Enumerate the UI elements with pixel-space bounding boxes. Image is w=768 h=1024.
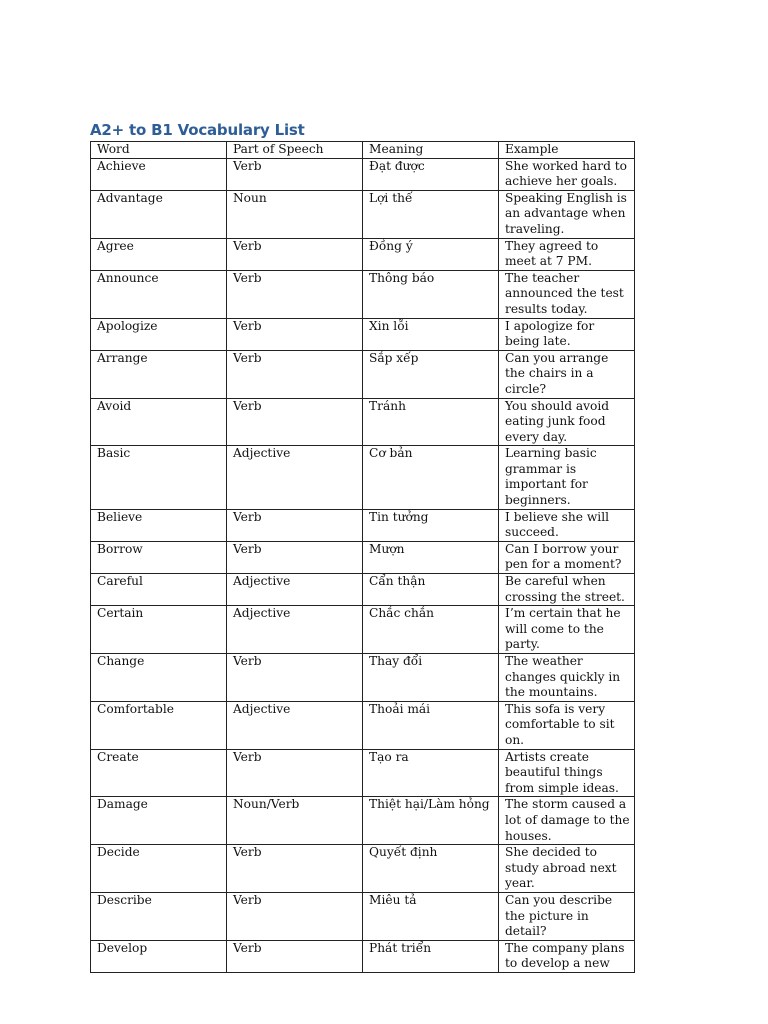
cell-word: Certain (91, 606, 227, 654)
cell-meaning: Tránh (363, 398, 499, 446)
table-header-row (91, 142, 635, 159)
cell-meaning: Thoải mái (363, 701, 499, 749)
cell-word: Advantage (91, 190, 227, 238)
cell-example: They agreed to meet at 7 PM. (499, 238, 635, 270)
cell-example: I’m certain that he will come to the party. (499, 606, 635, 654)
table-row (91, 574, 635, 606)
cell-word: Comfortable (91, 701, 227, 749)
table-row (91, 701, 635, 749)
table-row (91, 606, 635, 654)
vocabulary-table (90, 141, 635, 973)
cell-meaning: Thiệt hại/Làm hỏng (363, 797, 499, 845)
cell-part-of-speech: Verb (227, 509, 363, 541)
cell-meaning: Phát triển (363, 940, 499, 972)
column-header-part-of-speech: Part of Speech (227, 142, 363, 159)
table-row (91, 940, 635, 972)
cell-meaning: Đồng ý (363, 238, 499, 270)
table-row (91, 158, 635, 190)
cell-example: She worked hard to achieve her goals. (499, 158, 635, 190)
cell-word: Agree (91, 238, 227, 270)
cell-example: The company plans to develop a new (499, 940, 635, 972)
cell-meaning: Quyết định (363, 845, 499, 893)
cell-example: This sofa is very comfortable to sit on. (499, 701, 635, 749)
cell-part-of-speech: Adjective (227, 446, 363, 509)
cell-example: The weather changes quickly in the mountains. (499, 654, 635, 702)
cell-meaning: Lợi thế (363, 190, 499, 238)
cell-part-of-speech: Noun (227, 190, 363, 238)
cell-example: Can I borrow your pen for a moment? (499, 541, 635, 573)
table-row (91, 350, 635, 398)
cell-example: The teacher announced the test results today. (499, 270, 635, 318)
cell-part-of-speech: Adjective (227, 574, 363, 606)
cell-example: I believe she will succeed. (499, 509, 635, 541)
cell-word: Decide (91, 845, 227, 893)
table-row (91, 845, 635, 893)
cell-word: Avoid (91, 398, 227, 446)
table-row (91, 892, 635, 940)
cell-part-of-speech: Adjective (227, 701, 363, 749)
table-row (91, 238, 635, 270)
cell-part-of-speech: Verb (227, 654, 363, 702)
cell-example: Can you describe the picture in detail? (499, 892, 635, 940)
table-row (91, 270, 635, 318)
table-row (91, 318, 635, 350)
cell-example: You should avoid eating junk food every day. (499, 398, 635, 446)
cell-meaning: Tin tưởng (363, 509, 499, 541)
cell-word: Basic (91, 446, 227, 509)
cell-part-of-speech: Verb (227, 270, 363, 318)
cell-word: Arrange (91, 350, 227, 398)
cell-meaning: Đạt được (363, 158, 499, 190)
cell-word: Change (91, 654, 227, 702)
cell-part-of-speech: Verb (227, 749, 363, 797)
table-row (91, 654, 635, 702)
cell-meaning: Thông báo (363, 270, 499, 318)
cell-part-of-speech: Verb (227, 940, 363, 972)
cell-word: Borrow (91, 541, 227, 573)
cell-meaning: Xin lỗi (363, 318, 499, 350)
cell-word: Describe (91, 892, 227, 940)
cell-example: I apologize for being late. (499, 318, 635, 350)
column-header-word: Word (91, 142, 227, 159)
cell-meaning: Miêu tả (363, 892, 499, 940)
cell-part-of-speech: Verb (227, 845, 363, 893)
cell-part-of-speech: Verb (227, 892, 363, 940)
cell-example: Learning basic grammar is important for beginners. (499, 446, 635, 509)
cell-example: Speaking English is an advantage when traveling. (499, 190, 635, 238)
table-row (91, 749, 635, 797)
cell-part-of-speech: Verb (227, 398, 363, 446)
document-title: A2+ to B1 Vocabulary List (90, 121, 305, 139)
cell-meaning: Cẩn thận (363, 574, 499, 606)
table-row (91, 541, 635, 573)
cell-example: Can you arrange the chairs in a circle? (499, 350, 635, 398)
cell-word: Create (91, 749, 227, 797)
cell-example: She decided to study abroad next year. (499, 845, 635, 893)
cell-meaning: Cơ bản (363, 446, 499, 509)
table-row (91, 797, 635, 845)
cell-part-of-speech: Verb (227, 238, 363, 270)
cell-example: Be careful when crossing the street. (499, 574, 635, 606)
cell-part-of-speech: Verb (227, 350, 363, 398)
cell-meaning: Chắc chắn (363, 606, 499, 654)
cell-part-of-speech: Verb (227, 158, 363, 190)
cell-word: Apologize (91, 318, 227, 350)
cell-word: Careful (91, 574, 227, 606)
cell-part-of-speech: Noun/Verb (227, 797, 363, 845)
cell-part-of-speech: Verb (227, 541, 363, 573)
table-row (91, 446, 635, 509)
cell-meaning: Tạo ra (363, 749, 499, 797)
cell-example: The storm caused a lot of damage to the houses. (499, 797, 635, 845)
cell-word: Announce (91, 270, 227, 318)
cell-word: Damage (91, 797, 227, 845)
cell-word: Believe (91, 509, 227, 541)
cell-meaning: Thay đổi (363, 654, 499, 702)
cell-word: Develop (91, 940, 227, 972)
cell-part-of-speech: Verb (227, 318, 363, 350)
table-row (91, 398, 635, 446)
table-row (91, 190, 635, 238)
column-header-example: Example (499, 142, 635, 159)
cell-part-of-speech: Adjective (227, 606, 363, 654)
cell-example: Artists create beautiful things from simple ideas. (499, 749, 635, 797)
table-row (91, 509, 635, 541)
column-header-meaning: Meaning (363, 142, 499, 159)
cell-word: Achieve (91, 158, 227, 190)
cell-meaning: Sắp xếp (363, 350, 499, 398)
cell-meaning: Mượn (363, 541, 499, 573)
